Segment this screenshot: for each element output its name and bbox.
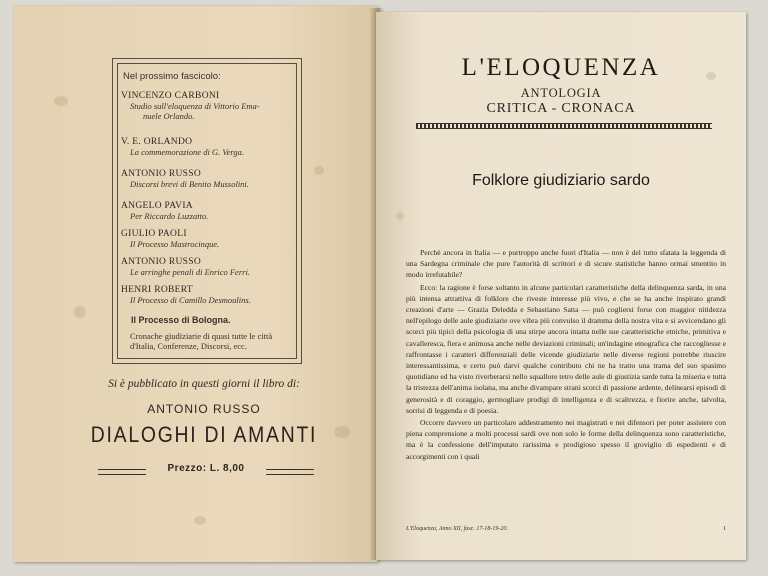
page-footer — [406, 526, 726, 532]
ornamental-divider — [416, 123, 712, 129]
list-item — [121, 257, 293, 277]
notice-heading: Nel prossimo fascicolo: — [123, 71, 221, 82]
entry-author: V. E. ORLANDO — [121, 137, 193, 147]
article-body — [406, 247, 726, 463]
article-paragraph: Ecco: la ragione è forse soltanto in alcune particolari caratteristiche della delinquenza sarda, in una più intensa attrattiva di folklore che riveste interesse più vivo, e che se ha anche inspirato grandi creazioni d'arte — Grazia Deledda e Sebastiano Satta — può cogliersi forse con maggior nitidezza nell'epilogo delle aule giudiziarie ove vibra più convulso il dramma della nostra vita e si avvicendano gli scorci più tipici della psicologia di una stirpe ancora intatta nelle sue caratteristiche etniche, primitiva e cavalleresca, fiera e animosa anche nelle deviazioni criminali; un'indagine etnografica che raccogliesse e raffrontasse i caratteri differenziali delle vicende giudiziarie nelle diverse regioni potrebbe riuscire interessantissima, e certo può darvi qualche contributo chi ne ha tratto una trama del suo spasimo quotidiano ed ha visto riverberarsi nello squallore tetro delle aule di giustizia sarde tutta la miseria e tutta la tristezza dell'anima isolana, ma anche divampare strani scorci di passione ardente, delinearsi episodi di generosità e di coraggio, germogliare prodigi di intelligenza e di scaltrezza, e fiorire anche, talvolta, sorrisi di leggenda e di poesia. — [406, 282, 726, 415]
entry-author: HENRI ROBERT — [121, 285, 193, 295]
footer-citation: L'Eloquenza, Anno XII, fasc. 17-18-19-20. — [406, 526, 508, 532]
list-item — [121, 201, 293, 221]
entry-work-cont: nuele Orlando. — [143, 111, 195, 121]
list-item — [121, 169, 293, 189]
entry-author: ANTONIO RUSSO — [121, 169, 201, 179]
entry-work: La commemorazione di G. Verga. — [130, 147, 244, 157]
publication-notice: Si è pubblicato in questi giorni il libro di: — [108, 378, 300, 390]
price-row — [98, 463, 314, 479]
decorative-rule — [266, 469, 314, 475]
entry-work: Per Riccardo Luzzatto. — [130, 211, 209, 221]
list-item — [121, 137, 293, 157]
journal-subtitle: ANTOLOGIA — [520, 86, 602, 100]
upcoming-issue-box — [112, 58, 302, 364]
entry-work: Il Processo Mastrocinque. — [130, 239, 220, 249]
list-item — [121, 315, 293, 351]
article-paragraph: Perchè ancora in Italia — e purtroppo anche fuori d'Italia — non è del tutto sfatata la leggenda di una Sardegna criminale che pure l'autorità di scrittori e di sicure statistiche hanno ormai smentito in modo irrefutabile? — [406, 248, 726, 280]
book-price: Prezzo: L. 8,00 — [167, 463, 245, 474]
entry-work: Il Processo di Camillo Desmoulins. — [130, 295, 251, 305]
entry-author: ANGELO PAVIA — [121, 201, 193, 211]
book-title: DIALOGHI DI AMANTI — [90, 422, 318, 447]
article-title: Folklore giudiziario sardo — [472, 172, 650, 189]
entry-author: ANTONIO RUSSO — [121, 257, 201, 267]
journal-subtitle-2: CRITICA - CRONACA — [486, 101, 636, 116]
special-desc-cont: d'Italia, Conferenze, Discorsi, ecc. — [130, 341, 247, 351]
special-desc: Cronache giudiziarie di quasi tutte le città — [130, 331, 273, 341]
book-author: ANTONIO RUSSO — [147, 402, 261, 416]
list-item — [121, 91, 293, 121]
entry-work: Discorsi brevi di Benito Mussolini. — [130, 179, 249, 189]
article-paragraph: Occorre davvero un particolare addestramento nei magistrati e nei difensori per poter assistere con piena comprensione a molti processi sardi ove non solo le forme della delinquenza sono caratteristiche, ma è la confessione dell'imputato rarissima e prodigioso spesso il groviglio di espedienti e di accorgimenti con i quali — [406, 418, 726, 461]
right-page — [376, 12, 746, 560]
entry-work: Le arringhe penali di Enrico Ferri. — [130, 267, 250, 277]
entry-work: Studio sull'eloquenza di Vittorio Ema- — [130, 101, 260, 111]
page-number: 1 — [723, 526, 726, 532]
journal-title: L'ELOQUENZA — [461, 54, 661, 81]
list-item — [121, 229, 293, 249]
list-item — [121, 285, 293, 305]
entry-author: GIULIO PAOLI — [121, 229, 187, 239]
left-page — [14, 6, 378, 562]
entry-author: VINCENZO CARBONI — [121, 91, 220, 101]
special-item: Il Processo di Bologna. — [131, 315, 231, 325]
